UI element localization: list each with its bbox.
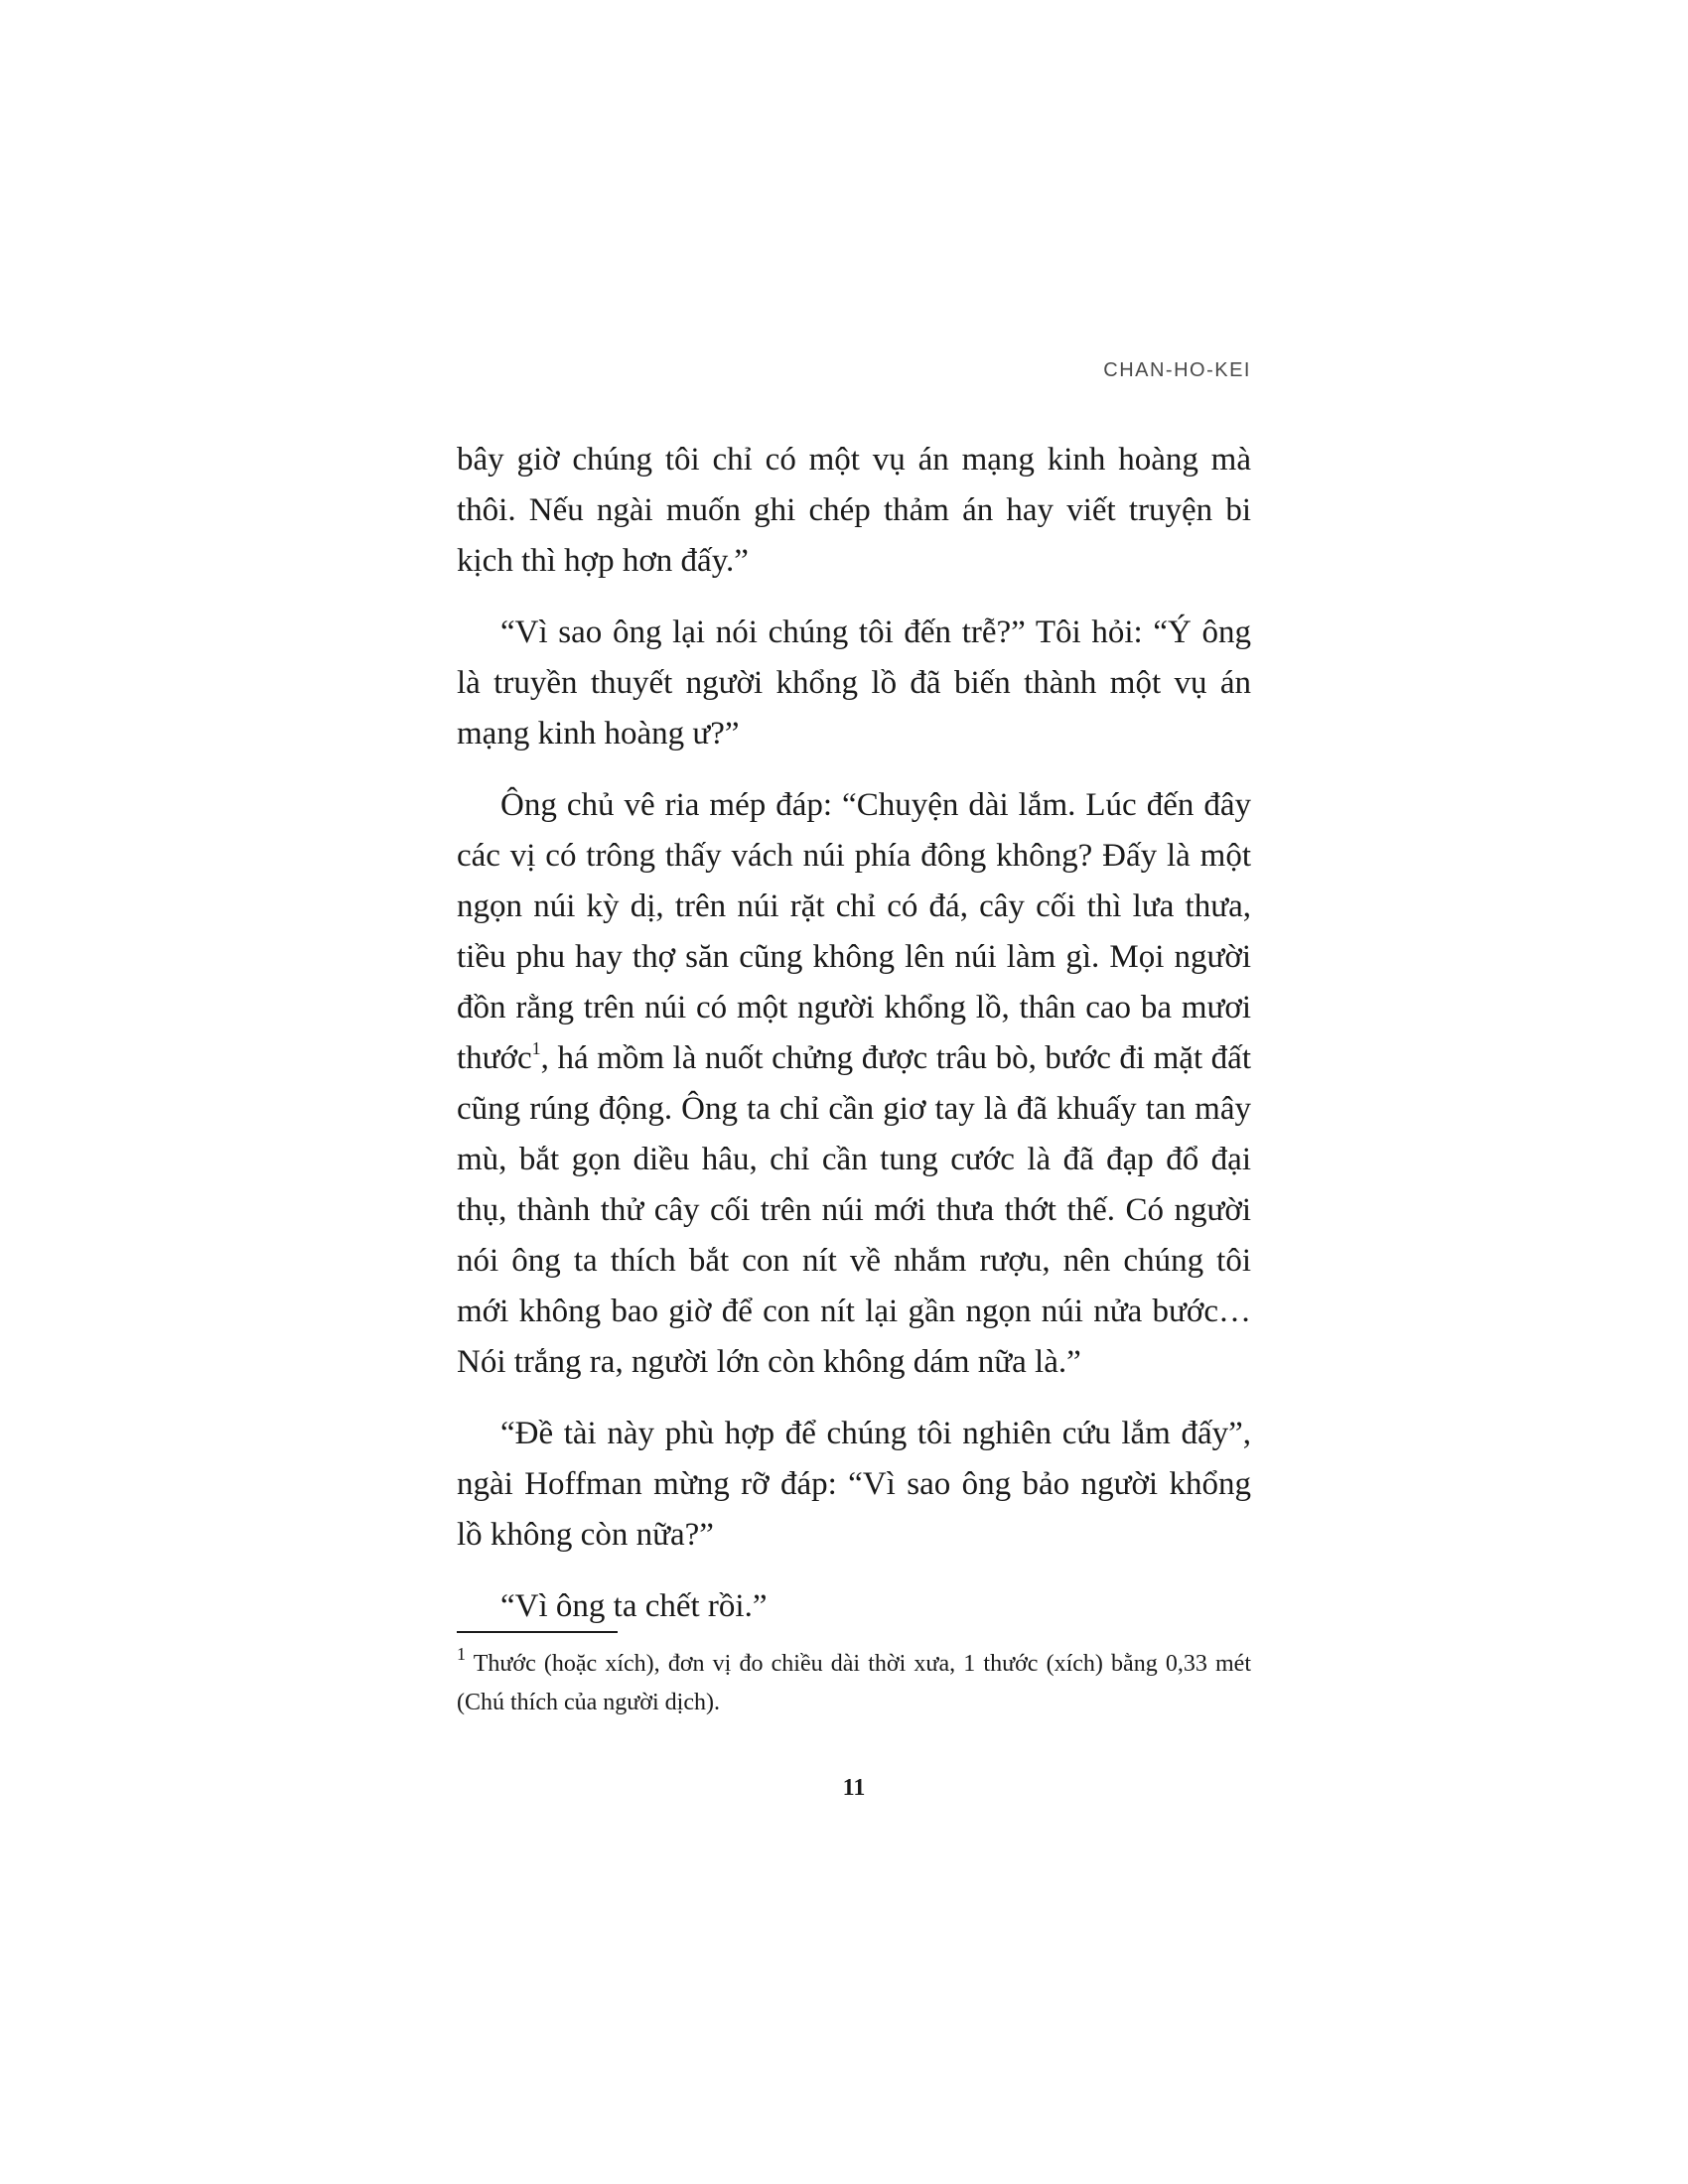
paragraph-5: “Vì ông ta chết rồi.” [500,1588,768,1624]
paragraph-2: “Vì sao ông lại nói chúng tôi đến trễ?” Tôi hỏi: “Ý ông là truyền thuyết người khổng lồ đã biến thành một vụ án mạng kinh hoàng ư?” [457,614,1251,751]
paragraph-3 [457,780,1251,1388]
footnote-marker: 1 [457,1644,466,1664]
body-text [457,435,1251,1653]
paragraph-4: “Đề tài này phù hợp để chúng tôi nghiên cứu lắm đấy”, ngài Hoffman mừng rỡ đáp: “Vì sao ông bảo người khổng lồ không còn nữa?” [457,1416,1251,1553]
page-number: 11 [842,1775,866,1801]
running-head: CHAN-HO-KEI [1103,359,1251,381]
footnote-divider [457,1631,618,1633]
paragraph-1: bây giờ chúng tôi chỉ có một vụ án mạng kinh hoàng mà thôi. Nếu ngài muốn ghi chép thảm án hay viết truyện bi kịch thì hợp hơn đấy.” [457,442,1251,579]
footnote-reference[interactable]: 1 [531,1038,541,1058]
paragraph-3-part-1: Ông chủ vê ria mép đáp: “Chuyện dài lắm. Lúc đến đây các vị có trông thấy vách núi phía đông không? Đấy là một ngọn núi kỳ dị, trên núi rặt chỉ có đá, cây cối thì lưa thưa, tiều phu hay thợ săn cũng không lên núi làm gì. Mọi người đồn rằng trên núi có một người khổng lồ, thân cao ba mươi thước [457,787,1251,1076]
paragraph-3-part-2: , há mồm là nuốt chửng được trâu bò, bước đi mặt đất cũng rúng động. Ông ta chỉ cần giơ tay là đã khuấy tan mây mù, bắt gọn diều hâu, chỉ cần tung cước là đã đạp đổ đại thụ, thành thử cây cối trên núi mới thưa thớt thế. Có người nói ông ta thích bắt con nít về nhắm rượu, nên chúng tôi mới không bao giờ để con nít lại gần ngọn núi nửa bước… Nói trắng ra, người lớn còn không dám nữa là.” [457,1040,1251,1380]
footnote-text: Thước (hoặc xích), đơn vị đo chiều dài thời xưa, 1 thước (xích) bằng 0,33 mét (Chú thích của người dịch). [457,1651,1251,1715]
footnote [457,1645,1251,1722]
